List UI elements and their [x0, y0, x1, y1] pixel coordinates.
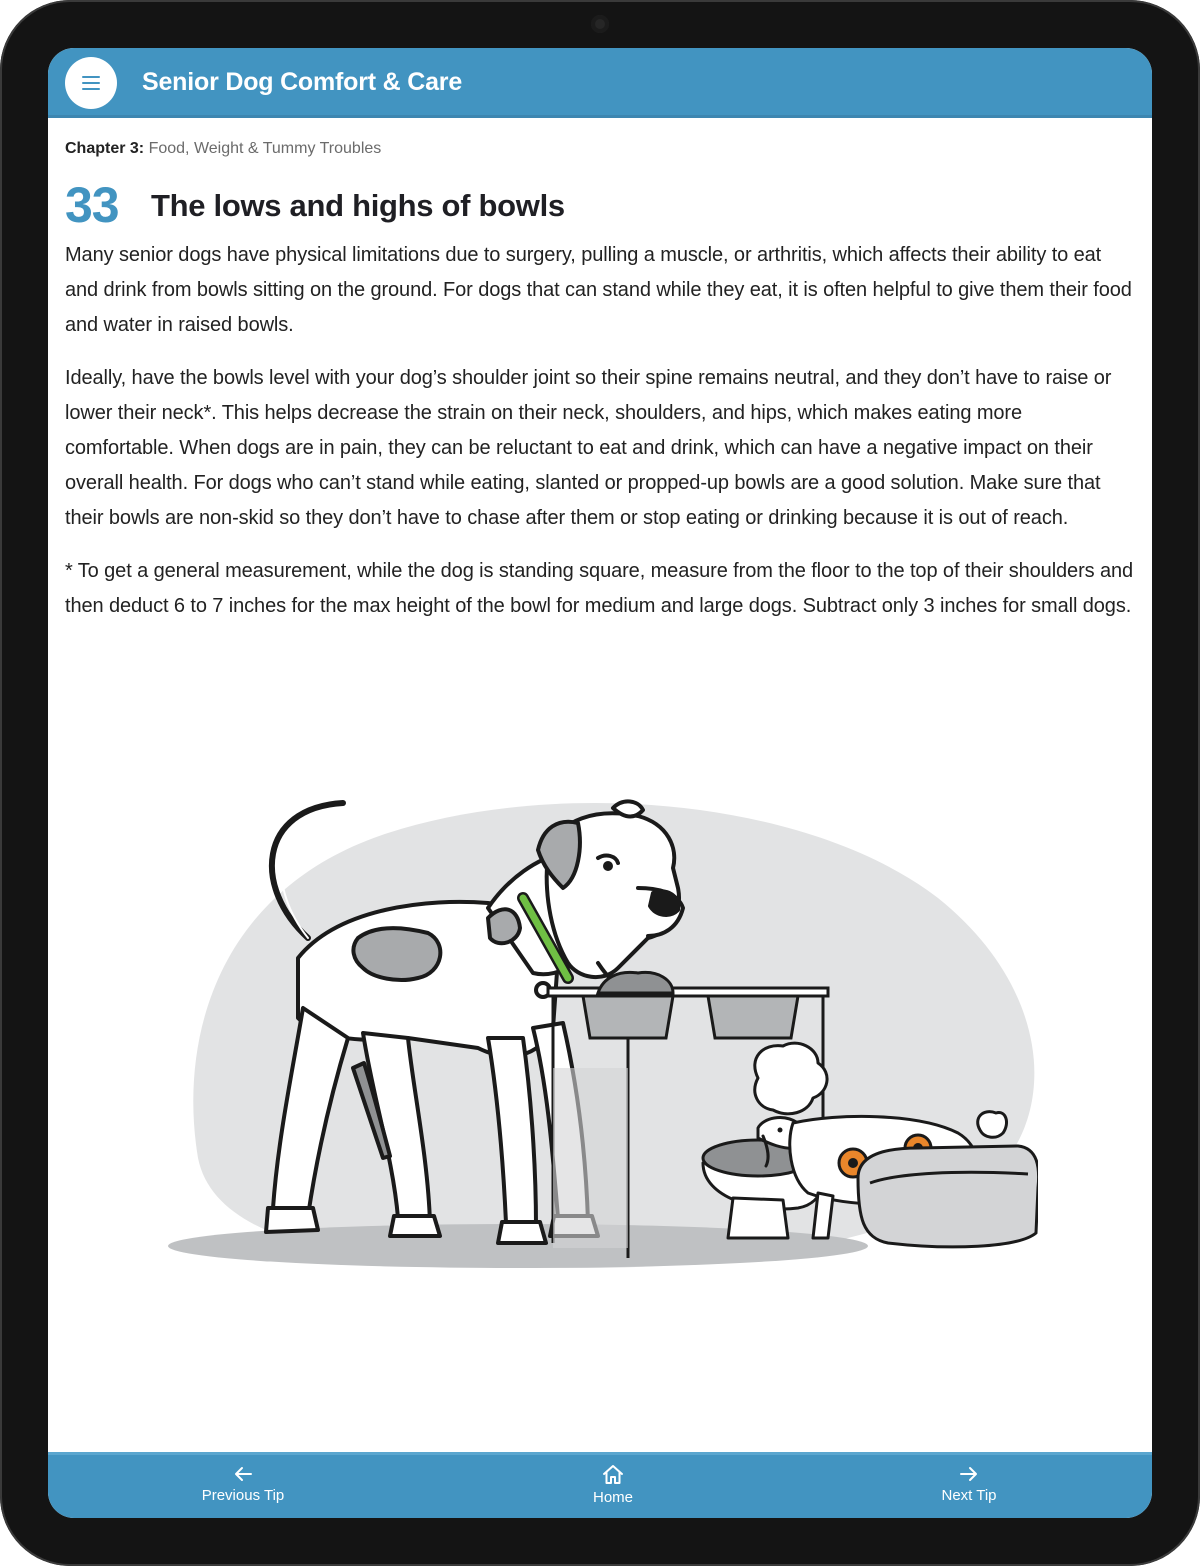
- bottom-navigation: [48, 1452, 1152, 1518]
- tip-heading: [65, 176, 1135, 238]
- menu-button[interactable]: [65, 57, 117, 109]
- dog-bed: [858, 1146, 1038, 1247]
- tip-paragraph: Ideally, have the bowls level with your dog’s shoulder joint so their spine remains neutral, and they don’t have to raise or lower their neck*. This helps decrease the strain on their neck, shoulders, and hips, which makes eating more comfortable. When dogs are in pain, they can be reluctant to eat and drink, which can have a negative impact on their overall health. For dogs who can’t stand while eating, slanted or propped-up bowls are a good solution. Make sure that their bowls are non-skid so they don’t have to chase after them or stop eating or drinking because it is out of reach.: [65, 367, 1112, 529]
- previous-tip-label: Previous Tip: [201, 1487, 285, 1504]
- tip-content: [65, 140, 1135, 624]
- next-tip-button[interactable]: [894, 1463, 1044, 1513]
- arrow-right-icon: [958, 1463, 980, 1485]
- arrow-left-icon: [232, 1463, 254, 1485]
- chapter-label: Chapter 3:: [65, 140, 145, 157]
- home-label: Home: [592, 1489, 633, 1506]
- next-tip-label: Next Tip: [941, 1487, 997, 1504]
- breadcrumb: [65, 140, 1135, 162]
- hamburger-menu-icon: [79, 71, 103, 95]
- top-app-bar: [48, 48, 1152, 118]
- app-screen: [48, 48, 1152, 1518]
- chapter-title: Food, Weight & Tummy Troubles: [148, 140, 382, 157]
- tip-paragraph: Many senior dogs have physical limitations due to surgery, pulling a muscle, or arthritis, which affects their ability to eat and drink from bowls sitting on the ground. For dogs that can stand while they eat, it is often helpful to give them their food and water in raised bowls.: [65, 244, 1132, 336]
- home-button[interactable]: [538, 1463, 688, 1513]
- front-camera: [591, 15, 609, 33]
- tip-title: The lows and highs of bowls: [151, 188, 565, 223]
- home-icon: [601, 1463, 625, 1487]
- tip-footnote: * To get a general measurement, while the dog is standing square, measure from the floor to the top of their shoulders and then deduct 6 to 7 inches for the max height of the bowl for medium and large dogs. Subtract only 3 inches for small dogs.: [65, 560, 1134, 617]
- previous-tip-button[interactable]: [168, 1463, 318, 1513]
- dogs-eating-from-raised-bowls-illustration: [158, 738, 1038, 1298]
- app-title: Senior Dog Comfort & Care: [142, 68, 463, 96]
- tip-number: 33: [65, 177, 119, 233]
